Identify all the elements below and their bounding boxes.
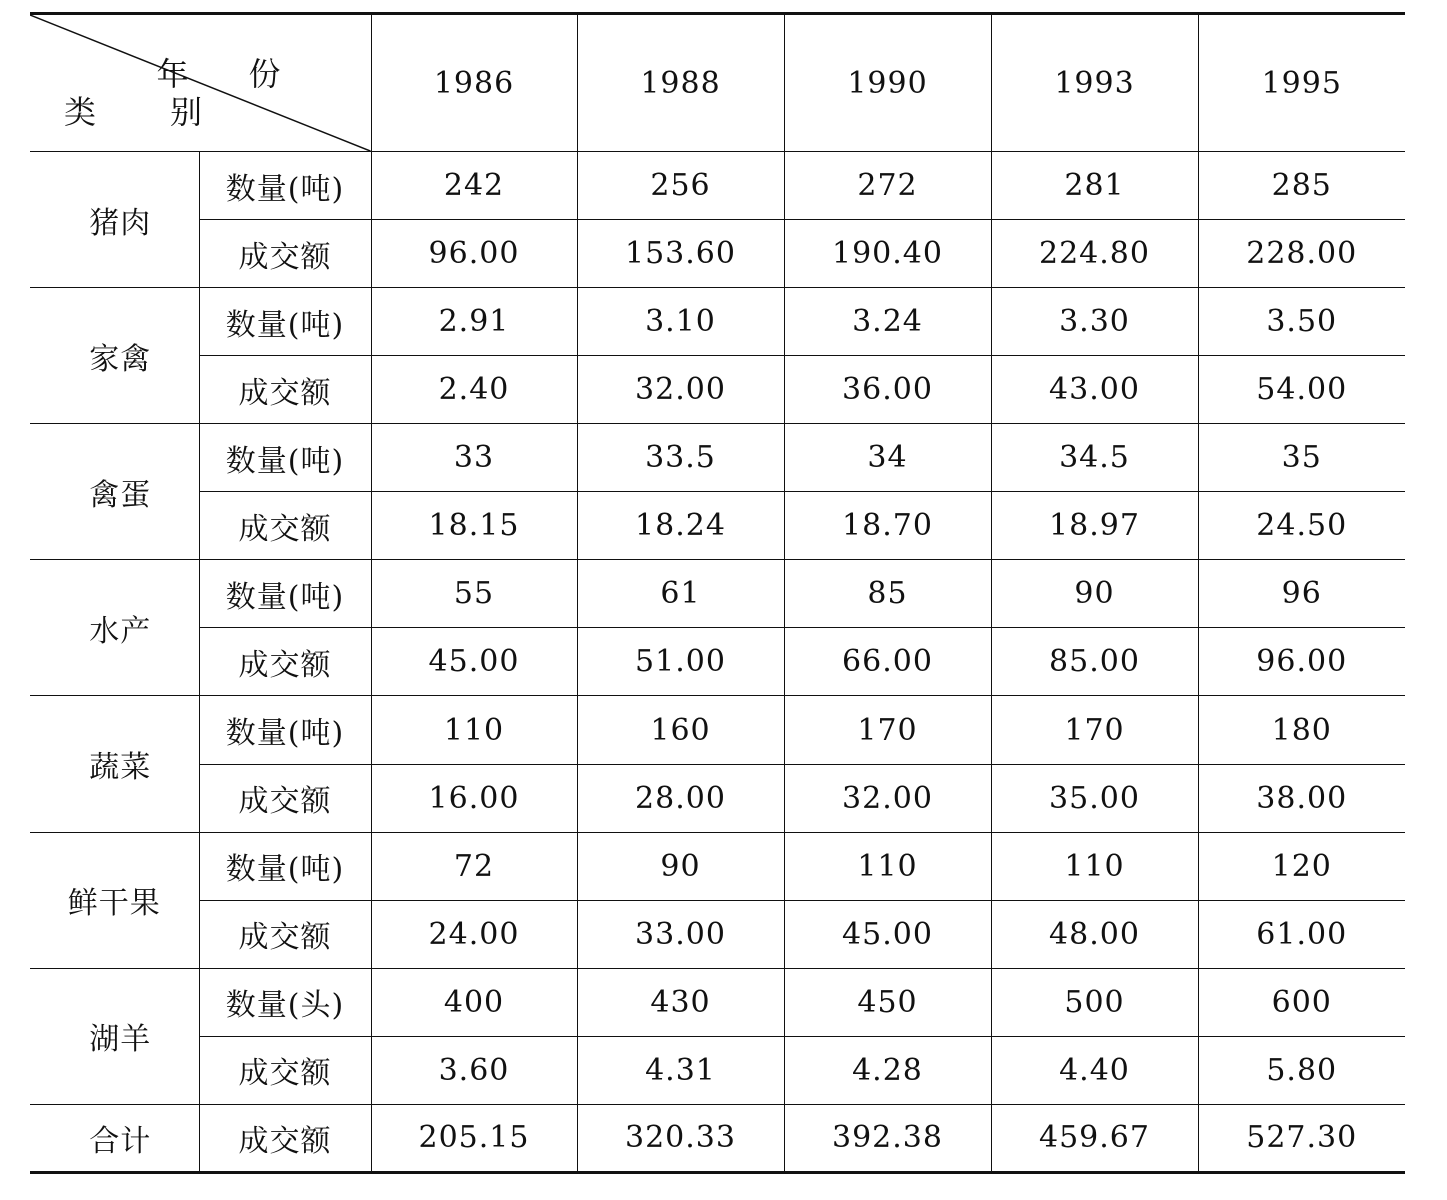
table-row-total <box>30 1104 1405 1172</box>
table-header-row <box>30 14 1405 152</box>
category-cell: 湖羊 <box>30 968 199 1104</box>
amount-value: 24.00 <box>371 900 577 968</box>
item-label-amount: 成交额 <box>199 900 371 968</box>
amount-value: 3.60 <box>371 1036 577 1104</box>
quantity-value: 600 <box>1198 968 1405 1036</box>
quantity-value: 110 <box>991 832 1198 900</box>
item-label-amount: 成交额 <box>199 356 371 424</box>
quantity-value: 90 <box>991 560 1198 628</box>
amount-value: 32.00 <box>577 356 784 424</box>
quantity-value: 285 <box>1198 152 1405 220</box>
year-axis-label: 年份 <box>156 55 341 93</box>
amount-value: 4.31 <box>577 1036 784 1104</box>
amount-value: 18.15 <box>371 492 577 560</box>
quantity-value: 35 <box>1198 424 1405 492</box>
category-cell: 家禽 <box>30 288 199 424</box>
quantity-value: 2.91 <box>371 288 577 356</box>
amount-value: 35.00 <box>991 764 1198 832</box>
total-amount-value: 527.30 <box>1198 1104 1405 1172</box>
quantity-value: 110 <box>371 696 577 764</box>
quantity-value: 110 <box>784 832 991 900</box>
table-row-quantity <box>30 832 1405 900</box>
quantity-value: 3.30 <box>991 288 1198 356</box>
category-cell: 蔬菜 <box>30 696 199 832</box>
table-row-amount <box>30 356 1405 424</box>
table-row-quantity <box>30 968 1405 1036</box>
item-label-amount: 成交额 <box>199 1104 371 1172</box>
amount-value: 5.80 <box>1198 1036 1405 1104</box>
item-label-amount: 成交额 <box>199 1036 371 1104</box>
amount-value: 51.00 <box>577 628 784 696</box>
year-header: 1995 <box>1198 14 1405 152</box>
total-amount-value: 392.38 <box>784 1104 991 1172</box>
total-amount-value: 320.33 <box>577 1104 784 1172</box>
quantity-value: 170 <box>784 696 991 764</box>
category-cell: 水产 <box>30 560 199 696</box>
table-row-quantity <box>30 288 1405 356</box>
quantity-value: 281 <box>991 152 1198 220</box>
item-label-quantity: 数量(吨) <box>199 152 371 220</box>
amount-value: 16.00 <box>371 764 577 832</box>
amount-value: 153.60 <box>577 220 784 288</box>
quantity-value: 72 <box>371 832 577 900</box>
item-label-amount: 成交额 <box>199 492 371 560</box>
quantity-value: 33.5 <box>577 424 784 492</box>
item-label-quantity: 数量(吨) <box>199 832 371 900</box>
year-header: 1988 <box>577 14 784 152</box>
amount-value: 96.00 <box>1198 628 1405 696</box>
item-label-quantity: 数量(吨) <box>199 424 371 492</box>
amount-value: 85.00 <box>991 628 1198 696</box>
quantity-value: 450 <box>784 968 991 1036</box>
amount-value: 32.00 <box>784 764 991 832</box>
quantity-value: 96 <box>1198 560 1405 628</box>
table-row-quantity <box>30 560 1405 628</box>
quantity-value: 430 <box>577 968 784 1036</box>
year-header: 1986 <box>371 14 577 152</box>
year-header: 1993 <box>991 14 1198 152</box>
amount-value: 4.40 <box>991 1036 1198 1104</box>
item-label-quantity: 数量(吨) <box>199 288 371 356</box>
total-amount-value: 205.15 <box>371 1104 577 1172</box>
market-statistics-table <box>30 12 1405 1174</box>
quantity-value: 242 <box>371 152 577 220</box>
diagonal-corner-header <box>30 14 371 152</box>
amount-value: 190.40 <box>784 220 991 288</box>
quantity-value: 256 <box>577 152 784 220</box>
amount-value: 4.28 <box>784 1036 991 1104</box>
amount-value: 38.00 <box>1198 764 1405 832</box>
quantity-value: 85 <box>784 560 991 628</box>
quantity-value: 33 <box>371 424 577 492</box>
item-label-quantity: 数量(头) <box>199 968 371 1036</box>
quantity-value: 34 <box>784 424 991 492</box>
category-cell: 禽蛋 <box>30 424 199 560</box>
amount-value: 45.00 <box>784 900 991 968</box>
table-row-amount <box>30 900 1405 968</box>
category-cell: 鲜干果 <box>30 832 199 968</box>
item-label-quantity: 数量(吨) <box>199 560 371 628</box>
amount-value: 2.40 <box>371 356 577 424</box>
quantity-value: 3.24 <box>784 288 991 356</box>
item-label-quantity: 数量(吨) <box>199 696 371 764</box>
quantity-value: 500 <box>991 968 1198 1036</box>
total-category-cell: 合计 <box>30 1104 199 1172</box>
total-amount-value: 459.67 <box>991 1104 1198 1172</box>
amount-value: 228.00 <box>1198 220 1405 288</box>
quantity-value: 34.5 <box>991 424 1198 492</box>
amount-value: 18.24 <box>577 492 784 560</box>
amount-value: 48.00 <box>991 900 1198 968</box>
quantity-value: 55 <box>371 560 577 628</box>
year-header: 1990 <box>784 14 991 152</box>
amount-value: 24.50 <box>1198 492 1405 560</box>
quantity-value: 272 <box>784 152 991 220</box>
quantity-value: 90 <box>577 832 784 900</box>
quantity-value: 180 <box>1198 696 1405 764</box>
item-label-amount: 成交额 <box>199 764 371 832</box>
amount-value: 45.00 <box>371 628 577 696</box>
quantity-value: 3.10 <box>577 288 784 356</box>
quantity-value: 160 <box>577 696 784 764</box>
amount-value: 36.00 <box>784 356 991 424</box>
amount-value: 96.00 <box>371 220 577 288</box>
category-axis-label: 类别 <box>64 93 277 132</box>
category-cell: 猪肉 <box>30 152 199 288</box>
amount-value: 18.97 <box>991 492 1198 560</box>
table-row-quantity <box>30 696 1405 764</box>
amount-value: 61.00 <box>1198 900 1405 968</box>
amount-value: 54.00 <box>1198 356 1405 424</box>
quantity-value: 400 <box>371 968 577 1036</box>
quantity-value: 170 <box>991 696 1198 764</box>
quantity-value: 120 <box>1198 832 1405 900</box>
amount-value: 28.00 <box>577 764 784 832</box>
quantity-value: 61 <box>577 560 784 628</box>
amount-value: 224.80 <box>991 220 1198 288</box>
item-label-amount: 成交额 <box>199 220 371 288</box>
table-row-amount <box>30 628 1405 696</box>
table-row-quantity <box>30 152 1405 220</box>
table-row-amount <box>30 492 1405 560</box>
item-label-amount: 成交额 <box>199 628 371 696</box>
amount-value: 43.00 <box>991 356 1198 424</box>
table-row-amount <box>30 220 1405 288</box>
table-row-amount <box>30 1036 1405 1104</box>
amount-value: 66.00 <box>784 628 991 696</box>
amount-value: 18.70 <box>784 492 991 560</box>
quantity-value: 3.50 <box>1198 288 1405 356</box>
amount-value: 33.00 <box>577 900 784 968</box>
table-row-quantity <box>30 424 1405 492</box>
table-row-amount <box>30 764 1405 832</box>
